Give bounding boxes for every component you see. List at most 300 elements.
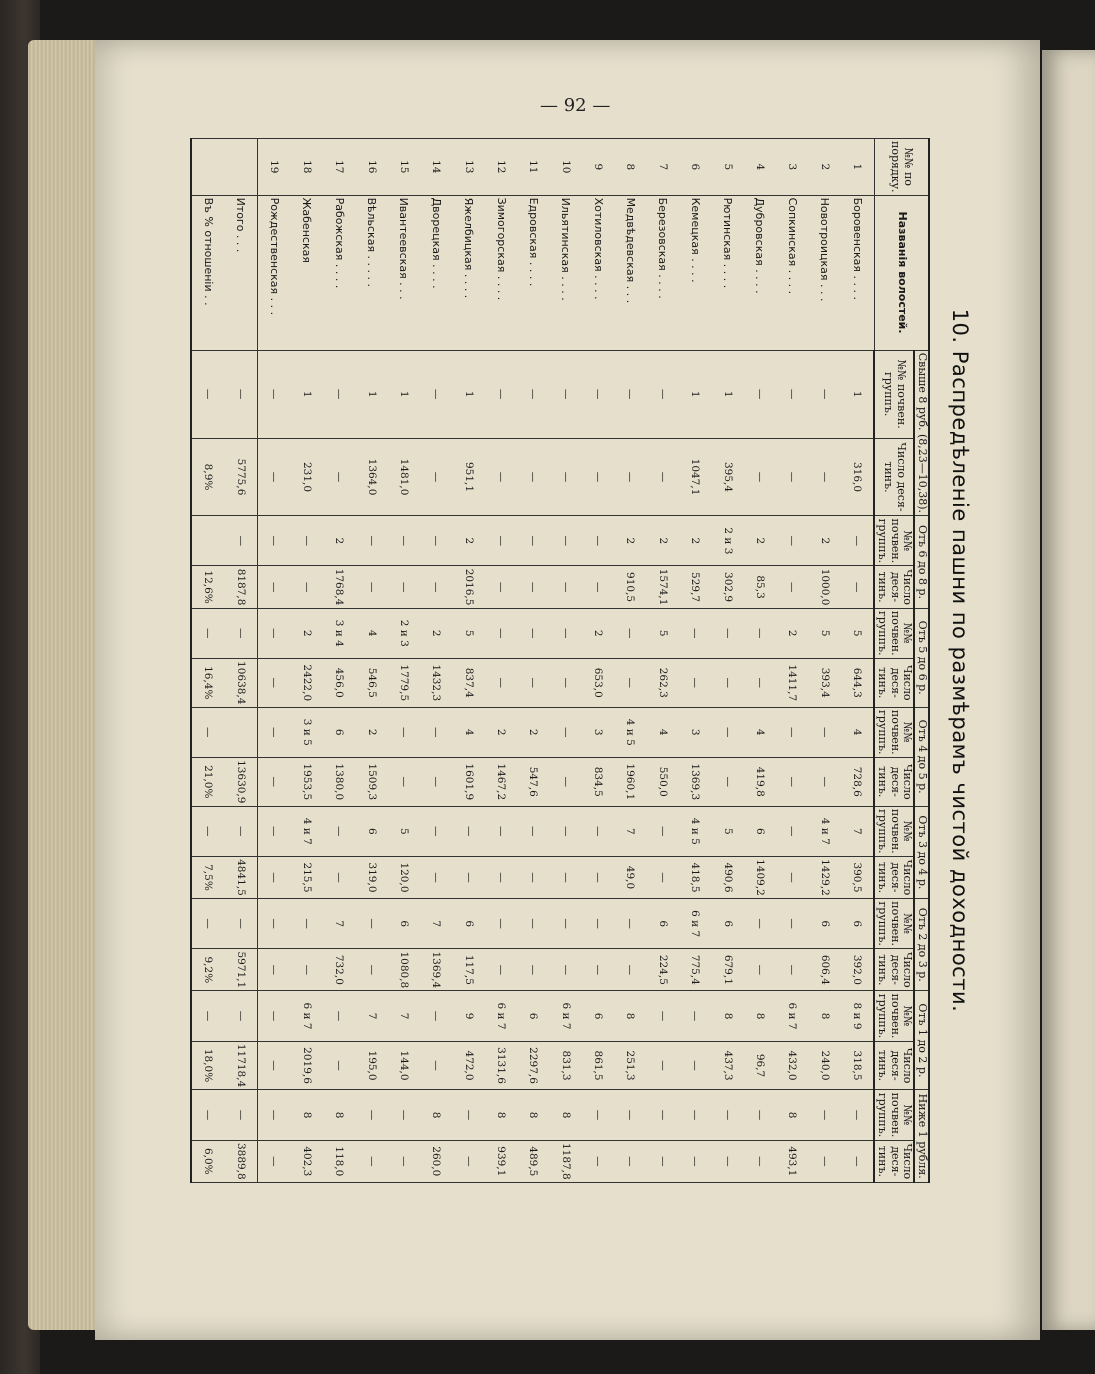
soil-group-subheader: №№ почвен. группъ. [874, 608, 914, 658]
desyatina-cell: — [614, 658, 646, 707]
soil-group-cell: — [841, 1090, 875, 1140]
desyatina-cell: 456,0 [323, 658, 355, 707]
soil-group-cell: — [679, 1090, 711, 1140]
soil-group-cell: — [485, 516, 517, 566]
soil-group-cell [225, 707, 258, 757]
soil-group-cell: 2 [614, 516, 646, 566]
soil-group-cell: — [744, 899, 776, 949]
desyatina-cell: 18,0% [191, 1041, 225, 1090]
desyatina-cell: — [841, 1140, 875, 1182]
desyatina-cell: 1369,3 [679, 757, 711, 806]
row-number: 18 [291, 139, 323, 196]
desyatina-cell: 231,0 [291, 438, 323, 516]
desyatina-cell: — [355, 566, 387, 608]
desyatina-cell: — [517, 658, 549, 707]
soil-group-cell: 2 и 3 [711, 516, 743, 566]
desyatina-cell: 490,6 [711, 856, 743, 898]
desyatina-subheader: Число деся- тинъ. [874, 1041, 914, 1090]
soil-group-cell: — [191, 991, 225, 1041]
soil-group-cell: 5 [711, 806, 743, 856]
soil-group-cell: — [225, 899, 258, 949]
soil-group-cell: — [225, 806, 258, 856]
desyatina-cell: 910,5 [614, 566, 646, 608]
group-header: Отъ 6 до 8 р. [914, 516, 929, 608]
desyatina-cell: 653,0 [582, 658, 614, 707]
desyatina-cell: 49,0 [614, 856, 646, 898]
soil-group-cell: — [485, 806, 517, 856]
table-row [582, 139, 614, 1183]
soil-group-cell: — [647, 806, 679, 856]
soil-group-cell: 2 [291, 608, 323, 658]
soil-group-cell: 2 [744, 516, 776, 566]
desyatina-cell: 1509,3 [355, 757, 387, 806]
desyatina-cell: — [420, 856, 452, 898]
volost-name: Едровская . . . . [517, 195, 549, 350]
soil-group-cell: 1 [453, 350, 485, 438]
desyatina-subheader: Число деся- тинъ. [874, 856, 914, 898]
soil-group-cell: 2 [776, 608, 808, 658]
desyatina-cell: — [550, 949, 582, 991]
soil-group-cell: — [808, 1090, 840, 1140]
desyatina-cell: — [744, 1140, 776, 1182]
desyatina-cell: 1380,0 [323, 757, 355, 806]
desyatina-cell: — [679, 658, 711, 707]
soil-group-cell: 5 [647, 608, 679, 658]
soil-group-cell: — [679, 991, 711, 1041]
table-body [191, 139, 874, 1183]
desyatina-cell: 1409,2 [744, 856, 776, 898]
desyatina-cell: — [485, 438, 517, 516]
desyatina-cell: — [776, 566, 808, 608]
desyatina-cell: 679,1 [711, 949, 743, 991]
desyatina-cell: 318,5 [841, 1041, 875, 1090]
desyatina-cell: 2297,6 [517, 1041, 549, 1090]
soil-group-cell: — [582, 899, 614, 949]
desyatina-cell: 1953,5 [291, 757, 323, 806]
soil-group-cell: — [485, 899, 517, 949]
soil-group-cell: 6 [517, 991, 549, 1041]
row-number: 17 [323, 139, 355, 196]
desyatina-cell: 1432,3 [420, 658, 452, 707]
soil-group-cell: — [647, 1090, 679, 1140]
desyatina-cell: 732,0 [323, 949, 355, 991]
desyatina-cell: — [647, 438, 679, 516]
desyatina-cell: 395,4 [711, 438, 743, 516]
volost-name: Рабожская . . . . [323, 195, 355, 350]
desyatina-cell: 1574,1 [647, 566, 679, 608]
desyatina-cell: — [323, 1041, 355, 1090]
row-number: 5 [711, 139, 743, 196]
desyatina-cell: — [258, 1041, 291, 1090]
desyatina-cell: 260,0 [420, 1140, 452, 1182]
desyatina-subheader: Число деся- тинъ. [874, 438, 914, 516]
soil-group-cell: — [550, 608, 582, 658]
desyatina-cell: 9,2% [191, 949, 225, 991]
soil-group-cell: 4 и 7 [291, 806, 323, 856]
soil-group-cell: — [420, 350, 452, 438]
desyatina-cell: — [517, 438, 549, 516]
soil-group-cell: — [550, 516, 582, 566]
soil-group-cell: 5 [453, 608, 485, 658]
row-number: 12 [485, 139, 517, 196]
soil-group-cell: 6 и 7 [679, 899, 711, 949]
soil-group-cell: 6 и 7 [291, 991, 323, 1041]
desyatina-subheader: Число деся- тинъ. [874, 949, 914, 991]
desyatina-cell: — [323, 856, 355, 898]
desyatina-cell: — [550, 438, 582, 516]
desyatina-cell: — [453, 856, 485, 898]
soil-group-cell: 2 [355, 707, 387, 757]
desyatina-cell: 16,4% [191, 658, 225, 707]
group-header: Свыше 8 руб. (8,23—10,38). [914, 350, 929, 516]
desyatina-cell: 1000,0 [808, 566, 840, 608]
row-number: 1 [841, 139, 875, 196]
desyatina-cell: 547,6 [517, 757, 549, 806]
table-row [355, 139, 387, 1183]
volost-name: Дубровская . . . . [744, 195, 776, 350]
table-row [291, 139, 323, 1183]
soil-group-cell: — [485, 608, 517, 658]
soil-group-cell: 6 [647, 899, 679, 949]
soil-group-subheader: №№ почвен. группъ. [874, 899, 914, 949]
desyatina-subheader: Число деся- тинъ. [874, 658, 914, 707]
soil-group-cell: 8 [420, 1090, 452, 1140]
soil-group-cell: — [388, 1090, 420, 1140]
table-row [453, 139, 485, 1183]
row-number: 15 [388, 139, 420, 196]
desyatina-cell: — [647, 1041, 679, 1090]
soil-group-cell: — [614, 608, 646, 658]
row-number [225, 139, 258, 196]
row-number: 3 [776, 139, 808, 196]
desyatina-cell: — [550, 658, 582, 707]
desyatina-cell: — [453, 1140, 485, 1182]
volost-name: Зимогорская . . . . [485, 195, 517, 350]
table-row [647, 139, 679, 1183]
desyatina-cell: 215,5 [291, 856, 323, 898]
desyatina-cell: 118,0 [323, 1140, 355, 1182]
volost-name: Рютинская . . . . [711, 195, 743, 350]
desyatina-cell: 644,3 [841, 658, 875, 707]
row-number: 2 [808, 139, 840, 196]
row-number [191, 139, 225, 196]
desyatina-cell: — [582, 438, 614, 516]
desyatina-cell: 120,0 [388, 856, 420, 898]
soil-group-cell: — [517, 608, 549, 658]
desyatina-cell: — [485, 566, 517, 608]
desyatina-cell: 2019,6 [291, 1041, 323, 1090]
desyatina-cell: 1364,0 [355, 438, 387, 516]
facing-page [1042, 50, 1095, 1330]
desyatina-cell: 1768,4 [323, 566, 355, 608]
row-number: 19 [258, 139, 291, 196]
desyatina-cell: — [258, 566, 291, 608]
soil-group-cell: — [225, 350, 258, 438]
row-number: 9 [582, 139, 614, 196]
soil-group-cell: — [808, 707, 840, 757]
group-header: Отъ 3 до 4 р. [914, 806, 929, 898]
soil-group-cell: — [388, 707, 420, 757]
soil-group-subheader: №№ почвен. группъ. [874, 806, 914, 856]
soil-group-cell: — [258, 350, 291, 438]
desyatina-cell: 13630,9 [225, 757, 258, 806]
desyatina-cell: 21,0% [191, 757, 225, 806]
soil-group-cell: 5 [388, 806, 420, 856]
soil-group-cell: 2 [808, 516, 840, 566]
desyatina-cell: — [291, 949, 323, 991]
soil-group-cell: — [776, 516, 808, 566]
desyatina-cell: 432,0 [776, 1041, 808, 1090]
desyatina-cell: 96,7 [744, 1041, 776, 1090]
desyatina-cell: 550,0 [647, 757, 679, 806]
soil-group-cell: 8 [517, 1090, 549, 1140]
soil-group-cell: — [191, 1090, 225, 1140]
desyatina-cell: 390,5 [841, 856, 875, 898]
volost-name: Боровенская . . . . [841, 195, 875, 350]
desyatina-cell: 144,0 [388, 1041, 420, 1090]
soil-group-cell: 1 [388, 350, 420, 438]
desyatina-cell: 1369,4 [420, 949, 452, 991]
soil-group-cell: — [453, 806, 485, 856]
soil-group-cell: — [420, 707, 452, 757]
desyatina-cell: 3131,6 [485, 1041, 517, 1090]
desyatina-cell: 606,4 [808, 949, 840, 991]
table-frame [187, 138, 982, 1183]
desyatina-cell: — [808, 438, 840, 516]
soil-group-cell: 8 [744, 991, 776, 1041]
group-header: Ниже 1 рубля. [914, 1090, 929, 1183]
desyatina-cell: 831,3 [550, 1041, 582, 1090]
soil-group-cell: — [225, 1090, 258, 1140]
volost-name: Рождественская . . . [258, 195, 291, 350]
table-row [420, 139, 452, 1183]
row-number: 16 [355, 139, 387, 196]
table-row [711, 139, 743, 1183]
soil-group-cell: — [776, 350, 808, 438]
desyatina-cell: — [517, 566, 549, 608]
soil-group-cell: 8 [808, 991, 840, 1041]
soil-group-cell: 3 и 4 [323, 608, 355, 658]
desyatina-cell: — [550, 757, 582, 806]
soil-group-subheader: №№ почвен. группъ. [874, 350, 914, 438]
volost-name: Новотроицкая . . . [808, 195, 840, 350]
soil-group-cell: 6 [808, 899, 840, 949]
desyatina-cell: 418,5 [679, 856, 711, 898]
desyatina-cell: 728,6 [841, 757, 875, 806]
soil-group-cell: — [355, 1090, 387, 1140]
row-number: 10 [550, 139, 582, 196]
soil-group-cell: — [225, 608, 258, 658]
desyatina-cell: — [291, 566, 323, 608]
soil-group-cell: 3 и 5 [291, 707, 323, 757]
soil-group-cell: 1 [355, 350, 387, 438]
volost-name: Кемецкая . . . . [679, 195, 711, 350]
soil-group-cell: 7 [420, 899, 452, 949]
desyatina-cell: 5775,6 [225, 438, 258, 516]
row-number: 14 [420, 139, 452, 196]
desyatina-cell: 4841,5 [225, 856, 258, 898]
desyatina-cell: 1601,9 [453, 757, 485, 806]
desyatina-cell: 1187,8 [550, 1140, 582, 1182]
desyatina-cell: 251,3 [614, 1041, 646, 1090]
desyatina-cell: 489,5 [517, 1140, 549, 1182]
soil-group-cell: 3 [679, 707, 711, 757]
soil-group-cell: 6 и 7 [550, 991, 582, 1041]
desyatina-cell: — [582, 1140, 614, 1182]
volost-name: Медвѣдевская . . . [614, 195, 646, 350]
desyatina-cell: 1047,1 [679, 438, 711, 516]
desyatina-cell: — [258, 658, 291, 707]
table-row [744, 139, 776, 1183]
soil-group-cell: 6 и 7 [776, 991, 808, 1041]
volost-name: Яжелбицкая . . . . [453, 195, 485, 350]
soil-group-cell: — [517, 899, 549, 949]
desyatina-cell: — [517, 949, 549, 991]
soil-group-cell: 2 [323, 516, 355, 566]
soil-group-cell: — [776, 899, 808, 949]
desyatina-cell: 240,0 [808, 1041, 840, 1090]
row-number: 11 [517, 139, 549, 196]
desyatina-cell: 775,4 [679, 949, 711, 991]
table-row [388, 139, 420, 1183]
soil-group-subheader: №№ почвен. группъ. [874, 1090, 914, 1140]
desyatina-cell: — [582, 949, 614, 991]
desyatina-cell: — [550, 566, 582, 608]
soil-group-cell: — [258, 707, 291, 757]
desyatina-cell: 8187,8 [225, 566, 258, 608]
soil-group-cell: — [291, 516, 323, 566]
table-row [323, 139, 355, 1183]
desyatina-cell: — [744, 949, 776, 991]
soil-group-cell: 2 и 3 [388, 608, 420, 658]
desyatina-cell: — [258, 438, 291, 516]
soil-group-cell: 4 [647, 707, 679, 757]
desyatina-cell: 117,5 [453, 949, 485, 991]
header-group-row [914, 139, 929, 1183]
desyatina-cell: 319,0 [355, 856, 387, 898]
soil-group-cell: 7 [323, 899, 355, 949]
desyatina-cell: 861,5 [582, 1041, 614, 1090]
soil-group-cell: 6 и 7 [485, 991, 517, 1041]
group-header: Отъ 1 до 2 р. [914, 991, 929, 1090]
desyatina-cell: 262,3 [647, 658, 679, 707]
desyatina-cell: 6,0% [191, 1140, 225, 1182]
soil-group-cell: — [647, 991, 679, 1041]
soil-group-cell: 7 [841, 806, 875, 856]
soil-group-cell: — [550, 806, 582, 856]
soil-group-cell: 8 [485, 1090, 517, 1140]
soil-group-cell: 5 [808, 608, 840, 658]
soil-group-cell: 6 [453, 899, 485, 949]
desyatina-cell: 1080,8 [388, 949, 420, 991]
row-number: 6 [679, 139, 711, 196]
soil-group-cell: — [485, 350, 517, 438]
soil-group-cell: — [614, 1090, 646, 1140]
desyatina-cell: 3889,8 [225, 1140, 258, 1182]
soil-group-cell: — [711, 1090, 743, 1140]
desyatina-cell: — [744, 438, 776, 516]
desyatina-cell: — [582, 566, 614, 608]
soil-group-cell: 8 [550, 1090, 582, 1140]
soil-group-cell: 6 [388, 899, 420, 949]
soil-group-cell: — [355, 899, 387, 949]
volost-name: Вѣльская . . . . . [355, 195, 387, 350]
desyatina-cell: — [647, 856, 679, 898]
desyatina-cell: — [485, 856, 517, 898]
desyatina-cell: — [679, 1140, 711, 1182]
soil-group-cell: — [582, 1090, 614, 1140]
desyatina-cell: 8,9% [191, 438, 225, 516]
soil-group-cell: — [841, 516, 875, 566]
soil-group-cell: 8 [291, 1090, 323, 1140]
desyatina-cell: 1411,7 [776, 658, 808, 707]
desyatina-cell: — [744, 658, 776, 707]
desyatina-cell: — [388, 1140, 420, 1182]
table-row [614, 139, 646, 1183]
soil-group-cell: — [191, 806, 225, 856]
soil-group-cell: — [550, 350, 582, 438]
soil-group-cell: — [550, 707, 582, 757]
desyatina-cell: 546,5 [355, 658, 387, 707]
soil-group-cell: — [291, 899, 323, 949]
desyatina-cell: — [355, 1140, 387, 1182]
desyatina-cell: — [776, 949, 808, 991]
desyatina-cell: 951,1 [453, 438, 485, 516]
table-row [550, 139, 582, 1183]
soil-group-cell: — [582, 806, 614, 856]
soil-group-cell: — [582, 350, 614, 438]
desyatina-cell: — [388, 566, 420, 608]
desyatina-cell: 472,0 [453, 1041, 485, 1090]
soil-group-cell: — [647, 350, 679, 438]
soil-group-cell: 7 [614, 806, 646, 856]
desyatina-cell: 437,3 [711, 1041, 743, 1090]
desyatina-cell: 85,3 [744, 566, 776, 608]
soil-group-cell: — [191, 608, 225, 658]
volost-name: Хотиловская . . . . [582, 195, 614, 350]
soil-group-cell: 3 [582, 707, 614, 757]
desyatina-cell: 12,6% [191, 566, 225, 608]
soil-group-cell: 1 [291, 350, 323, 438]
soil-group-cell: — [388, 516, 420, 566]
soil-group-cell: — [225, 991, 258, 1041]
desyatina-cell: 224,5 [647, 949, 679, 991]
table-row [258, 139, 291, 1183]
desyatina-subheader: Число деся- тинъ. [874, 1140, 914, 1182]
desyatina-cell: — [614, 1140, 646, 1182]
desyatina-subheader: Число деся- тинъ. [874, 757, 914, 806]
soil-group-cell: — [191, 899, 225, 949]
soil-group-subheader: №№ почвен. группъ. [874, 991, 914, 1041]
desyatina-cell: — [614, 949, 646, 991]
desyatina-cell: — [582, 856, 614, 898]
desyatina-cell: — [420, 566, 452, 608]
total-row [225, 139, 258, 1183]
soil-group-cell: — [258, 899, 291, 949]
soil-group-cell: — [258, 608, 291, 658]
soil-group-cell: — [550, 899, 582, 949]
desyatina-cell: — [420, 438, 452, 516]
volost-name: Ильятинская . . . . [550, 195, 582, 350]
soil-group-cell: 4 [744, 707, 776, 757]
soil-group-cell [191, 516, 225, 566]
soil-group-cell: 6 [582, 991, 614, 1041]
desyatina-cell: — [550, 856, 582, 898]
desyatina-cell: 1481,0 [388, 438, 420, 516]
soil-group-cell: 2 [582, 608, 614, 658]
volost-name: Сопкинская . . . . [776, 195, 808, 350]
desyatina-cell: — [258, 1140, 291, 1182]
